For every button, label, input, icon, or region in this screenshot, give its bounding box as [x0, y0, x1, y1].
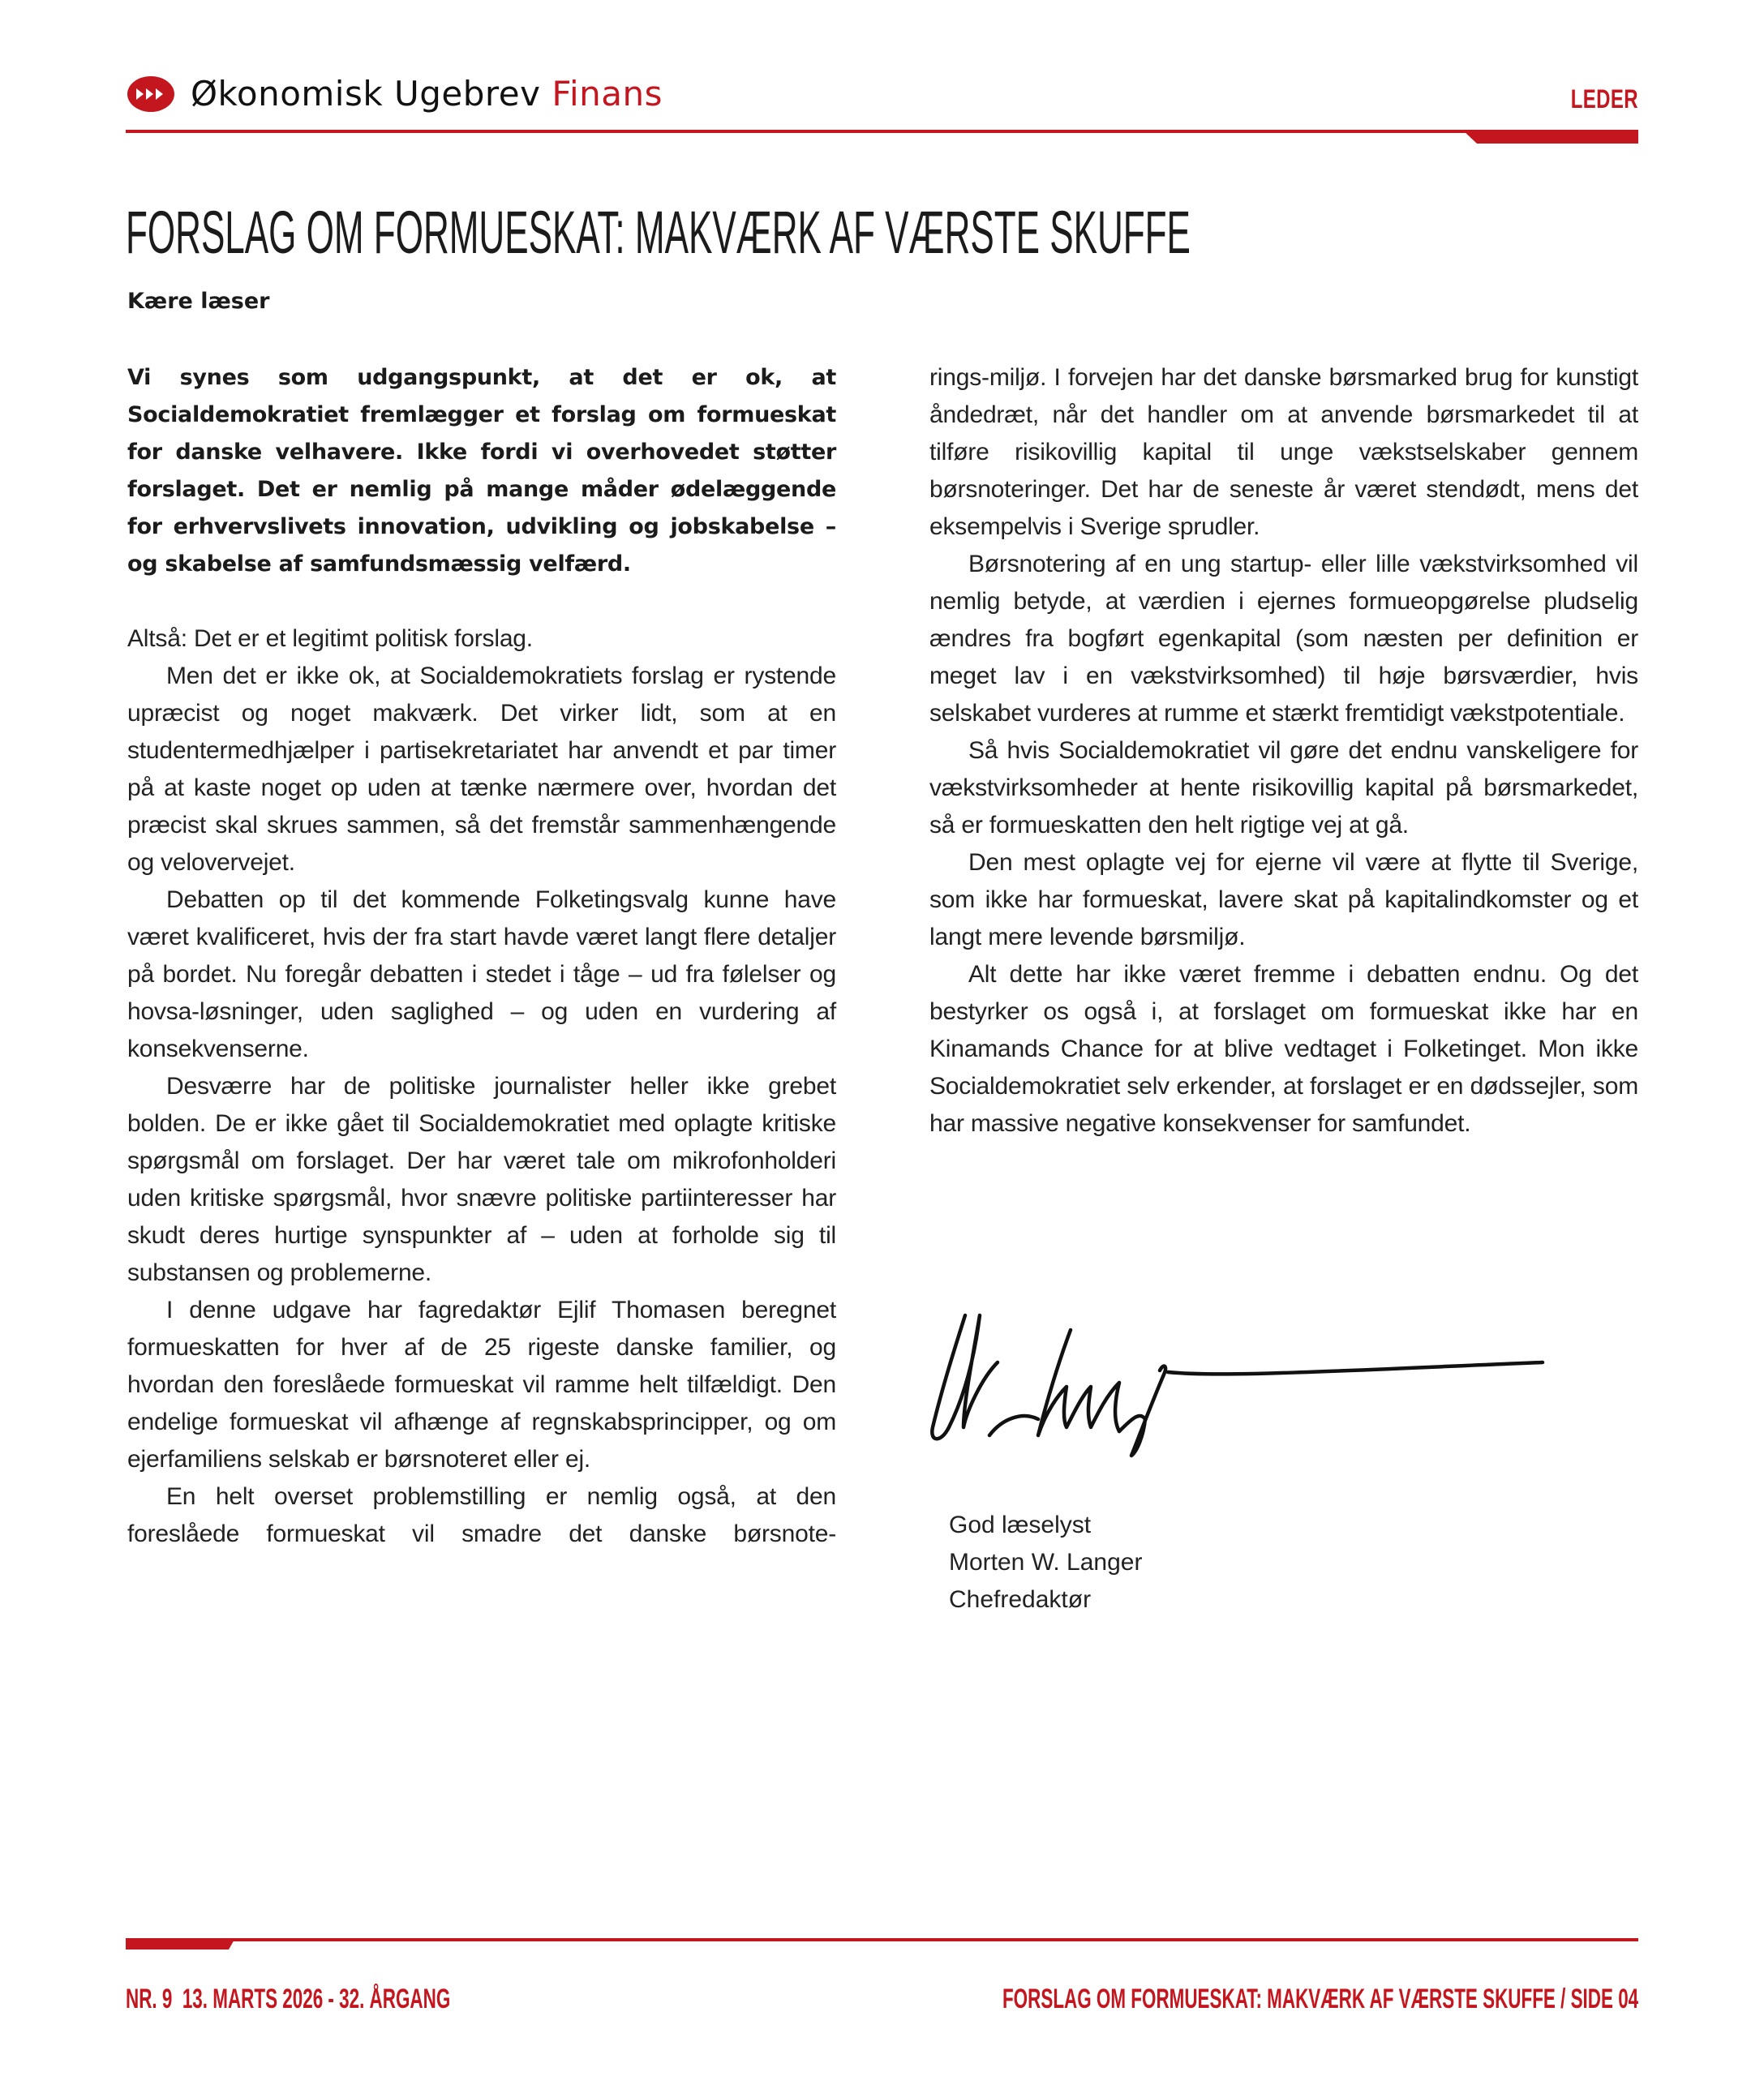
- body-paragraph: Den mest oplagte vej for ejerne vil være at flytte til Sverige, som ikke har formueskat, lavere skat på kapitalindkomster og et langt mere levende børsmiljø.: [929, 849, 1638, 950]
- body-paragraph: En helt overset problemstilling er nemlig også, at den foreslåede formueskat vil smadre det danske børsnote-: [127, 1483, 836, 1547]
- signoff: [949, 1507, 1142, 1619]
- handwritten-signature-icon: [925, 1298, 1557, 1460]
- page-reference: FORSLAG OM FORMUESKAT: MAKVÆRK AF VÆRSTE SKUFFE / SIDE 04: [1002, 1984, 1638, 2014]
- author-name: Morten W. Langer: [949, 1549, 1143, 1576]
- lead-paragraph: Vi synes som udgangspunkt, at det er ok, at Socialdemokratiet fremlægger et forslag om formueskat for danske velhavere. Ikke fordi vi overhovedet støtter forslaget. Det er nemlig på mange måder ødelæggende for erhvervslivets innovation, udvikling og jobskabelse – og skabelse af samfundsmæssig velfærd.: [127, 365, 836, 577]
- body-paragraph: Debatten op til det kommende Folketingsvalg kunne have været kvalificeret, hvis der fra start havde været langt flere detaljer på bordet. Nu foregår debatten i stedet i tåge – ud fra følelser og hovsa-løsninger, uden saglighed – og uden en vurdering af konsekvenserne.: [127, 886, 836, 1062]
- left-column: [127, 359, 836, 1553]
- body-paragraph: Børsnotering af en ung startup- eller lille vækstvirksomhed vil nemlig betyde, at værdien i ejernes formueopgørelse pludselig ændres fra bogført egenkapital (som næsten per definition er meget lav i en vækstvirksomhed) til høje børsværdier, hvis selskabet vurderes at rumme et stærkt fremtidigt vækstpotentiale.: [929, 551, 1638, 727]
- body-paragraph: I denne udgave har fagredaktør Ejlif Thomasen beregnet formueskatten for hver af de 25 rigeste danske familier, og hvordan den foreslåede formueskat vil ramme helt tilfældigt. Den endelige formueskat vil afhænge af regnskabsprincipper, og om ejerfamiliens selskab er børsnoteret eller ej.: [127, 1297, 836, 1473]
- body-paragraph: Alt dette har ikke været fremme i debatten endnu. Og det bestyrker os også i, at forslaget om formueskat ikke har en Kinamands Chance for at blive vedtaget i Folketinget. Mon ikke Socialdemokratiet selv erkender, at forslaget er en dødssejler, som har massive negative konsekvenser for samfundet.: [929, 961, 1638, 1137]
- body-paragraph: Men det er ikke ok, at Socialdemokratiets forslag er rystende upræcist og noget makværk. Det virker lidt, som at en studentermedhjælper i partisekretariatet har anvendt et par timer på at kaste noget op uden at tænke nærmere over, hvordan det præcist skal skrues sammen, så det fremstår sammenhængende og velovervejet.: [127, 663, 836, 876]
- header-divider-accent: [1462, 130, 1638, 144]
- author-role: Chefredaktør: [949, 1586, 1092, 1613]
- masthead-logo: [127, 71, 663, 117]
- brand-primary: Økonomisk Ugebrev: [191, 74, 541, 114]
- salutation: Kære læser: [127, 289, 270, 314]
- body-paragraph: rings-miljø. I forvejen har det danske børsmarked brug for kunstigt åndedræt, når det handler om at anvende børsmarkedet til at tilføre risikovillig kapital til unge vækstselskaber gennem børsnoteringer. Det har de seneste år været stendødt, mens det eksempelvis i Sverige sprudler.: [929, 364, 1638, 540]
- brand-secondary: Finans: [552, 74, 663, 114]
- body-paragraph: Altså: Det er et legitimt politisk forslag.: [127, 625, 533, 652]
- footer-divider: [126, 1938, 1638, 1941]
- body-paragraph: Så hvis Socialdemokratiet vil gøre det endnu vanskeligere for vækstvirksomheder at hente risikovillig kapital på børsmarkedet, så er formueskatten den helt rigtige vej at gå.: [929, 737, 1638, 839]
- body-paragraph: Desværre har de politiske journalister heller ikke grebet bolden. De er ikke gået til Socialdemokratiet med oplagte kritiske spørgsmål om forslaget. Der har været tale om mikrofonholderi uden kritiske spørgsmål, hvor snævre politiske partiinteresser har skudt deres hurtige synspunkter af – uden at forholde sig til substansen og problemerne.: [127, 1073, 836, 1286]
- brand-name: [191, 74, 663, 114]
- signoff-greeting: God læselyst: [949, 1512, 1092, 1538]
- footer-divider-accent: [126, 1938, 235, 1949]
- header-divider: [126, 130, 1638, 133]
- article-title: FORSLAG OM FORMUESKAT: MAKVÆRK AF VÆRSTE SKUFFE: [126, 199, 1191, 266]
- right-column: [929, 359, 1638, 1143]
- issue-info: NR. 9 13. MARTS 2026 - 32. ÅRGANG: [126, 1984, 451, 2014]
- fast-forward-icon: [127, 76, 174, 112]
- section-label: LEDER: [1570, 84, 1638, 114]
